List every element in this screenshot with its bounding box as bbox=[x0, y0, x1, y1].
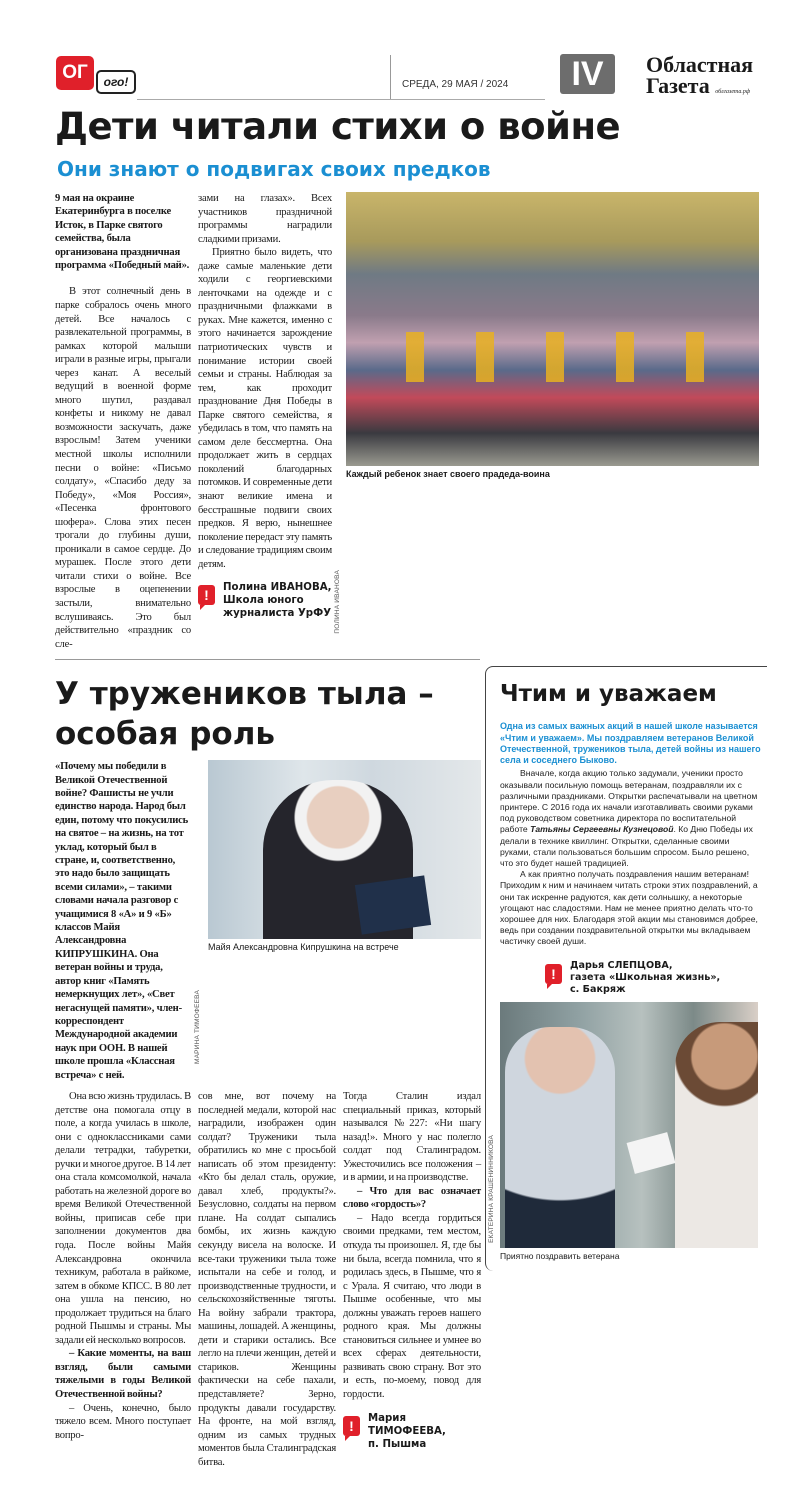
article2-col2 bbox=[198, 1090, 336, 1469]
article3-paragraph: А как приятно получать поздравления нашим ветеранам! Приходим к ним и начинаем читать строки этих поздравлений, а они так искренне радуются, как дети солнышку, а некоторые угощают нас сладостями. Нам не менее приятно делать что-то хорошее для них. Благодаря этой акции мы становимся добрее, ведь при создании поздравительной открытки мы вкладываем частичку своей души. bbox=[500, 869, 758, 947]
article3-photo-row bbox=[488, 1002, 767, 1261]
article1-headline: Дети читали стихи о войне bbox=[55, 105, 621, 148]
book bbox=[355, 876, 431, 935]
logo-og: ОГ bbox=[56, 56, 94, 90]
byline-text bbox=[223, 581, 332, 620]
byline-org: газета «Школьная жизнь», bbox=[570, 971, 721, 983]
article2-photo-block bbox=[208, 760, 481, 952]
article2-question: – Какие моменты, на ваш взгляд, были самыми тяжелыми в годы Великой Отечественной войны? bbox=[55, 1348, 191, 1400]
article2-col1 bbox=[55, 1090, 191, 1442]
byline-org: п. Пышма bbox=[368, 1438, 427, 1450]
article3-byline bbox=[545, 960, 767, 996]
byline-org: Школа юного журналиста УрФУ bbox=[223, 595, 332, 620]
article2-top-row bbox=[55, 760, 481, 1082]
byline-name: Дарья СЛЕПЦОВА, bbox=[570, 959, 673, 971]
highlighted-name: Татьяны Сергеевны Кузнецовой bbox=[530, 824, 674, 835]
photo-credit: ПОЛИНА ИВАНОВА bbox=[334, 569, 341, 634]
photo-caption: Каждый ребенок знает своего прадеда-воина bbox=[346, 469, 550, 479]
lower-section bbox=[55, 666, 760, 1469]
veteran-figure bbox=[505, 1027, 615, 1248]
article3-photo-block bbox=[500, 1002, 758, 1261]
byline-text bbox=[570, 960, 720, 996]
article2-lead: «Почему мы победили в Великой Отечественной войне? Фашисты не учли единство народа. Народ был един, потому что покусились на святое – на жизнь, на тот уклад, который был в стране, и, соответственно, это надо было защищать всеми силами», – такими словами начала разговор с учащимися 8 «А» и 9 «Б» классов Майя Александровна КИПРУШКИНА. Она ветеран войны и труда, автор книг «Память немеркнущих лет», «Свет негаснущей памяти», член-корреспондент Международной академии наук при ООН. В нашей школе прошла «Классная встреча» с ней. bbox=[55, 761, 189, 1081]
greeting-card bbox=[627, 1132, 676, 1174]
article2-paragraph: – Очень, конечно, было тяжело всем. Много поступает вопро- bbox=[55, 1402, 191, 1441]
photo-caption: Майя Александровна Кипрушкина на встрече bbox=[208, 942, 399, 953]
article1-lead: 9 мая на окраине Екатеринбурга в поселке Исток, в Парке святого семейства, была организована праздничная программа «Победный май». bbox=[55, 193, 190, 272]
byline-text bbox=[368, 1412, 481, 1451]
article3-box bbox=[485, 666, 767, 1270]
veteran-photo bbox=[208, 760, 481, 939]
article1-paragraph: В этот солнечный день в парке собралось очень много детей. Все началось с развлекательной программы, в рамках которой малыши играли в разные игры, прыгали через канат. А веселый ведущий в военной форме много шутил, раздавал конфеты и никому не давал возможности заскучать, даже взрослым! Затем ученики местной школы исполнили песни о войне: «Письмо солдату», «Спасибо деду за Победу», «Моя Россия», «Песенка фронтового шофера». Слова этих песен трогали до глубины души, проникали в самое сердце. До мурашек. После этого дети читали стихи о войне. Все взрослые в оцепенении застыли, внимательно вслушиваясь. Это был действительно «праздник со сле- bbox=[55, 286, 191, 650]
article1-col1-body bbox=[55, 285, 191, 651]
article3-lead: Одна из самых важных акций в нашей школе называется «Чтим и уважаем». Мы поздравляем ветеранов Великой Отечественной, тружеников тыла, детей войны из нашего села и соседнего Быково. bbox=[500, 721, 761, 766]
byline-name: Мария ТИМОФЕЕВА, bbox=[368, 1412, 446, 1437]
article1-byline bbox=[198, 581, 332, 620]
article3-body bbox=[500, 768, 762, 947]
header-divider bbox=[390, 55, 391, 99]
article1-row bbox=[55, 192, 760, 651]
exclamation-icon: ! bbox=[198, 585, 215, 605]
article2-col3-body bbox=[343, 1090, 481, 1402]
photo-caption: Приятно поздравить ветерана bbox=[500, 1250, 620, 1261]
article2-paragraph: сов мне, вот почему на последней медали, которой нас наградили, изображен один солдат? Труженики тыла обратились ко мне с просьбой написать об этом президенту: «Кто бы делал сталь, оружие, давал хлеб, продукты?». Безусловно, солдаты на первом плане. На солдат сыпались бомбы, их жизнь каждую секунду висела на волоске. И все-таки труженики тыла тоже испытали на себе и голод, и производственные трудности, и сельскохозяйственные тяготы. На войну забрали трактора, машины, лошадей. А женщины, дети и старики остались. Все легло на плечи женщин, детей и стариков. Женщины фактически на себе пахали, представляете? Зерно, продукты давали государству. На фронте, на мой взгляд, одним из самых трудных моментов была Сталинградская битва. bbox=[198, 1090, 336, 1468]
article2-paragraph: Она всю жизнь трудилась. В детстве она помогала отцу в поле, а когда училась в школе, они с одноклассниками сами делали тетрадки, табуретки, ручки и многое другое. В 14 лет она стала комсомолкой, начала работать на железной дороге во время Великой Отечественной войны, приписав себе при заполнении документов два года. После войны Майя Александровна окончила техникум, работала в райкоме, затем в обкоме КПСС. В 80 лет она ушла на пенсию, но продолжает трудиться на благо родной Пышмы и страны. Мы задали ей несколько вопросов. bbox=[55, 1090, 191, 1346]
article1-photo-block bbox=[346, 192, 759, 479]
photo-flags bbox=[376, 332, 736, 382]
header-rule bbox=[137, 99, 545, 100]
section-divider bbox=[55, 659, 480, 660]
photo-credit: ЕКАТЕРИНА КРАШЕНИННИКОВА bbox=[488, 1134, 495, 1243]
article1-col2-body bbox=[198, 192, 332, 571]
paper-site: облгазета.рф bbox=[715, 89, 751, 95]
article2-headline: У тружеников тыла – особая роль bbox=[55, 676, 434, 753]
article1-paragraph: зами на глазах». Всех участников праздничной программы наградили сладкими призами. bbox=[198, 193, 332, 245]
article1-subheadline: Они знают о подвигах своих предков bbox=[57, 157, 491, 181]
article3-headline: Чтим и уважаем bbox=[500, 681, 717, 708]
girl-figure bbox=[675, 1022, 758, 1248]
paper-name-line1: Областная bbox=[646, 52, 754, 77]
photo-credit: МАРИНА ТИМОФЕЕВА bbox=[194, 989, 201, 1064]
text: Вначале, когда акцию только задумали, ученики просто оказывали посильную помощь ветеранам, поздравляли их с различными праздниками. Открытки распечатывали на цветном принтере. С 2016 года их начали изготавливать своими руками под руководством советника директора по воспитательной работе bbox=[500, 768, 758, 835]
byline-place: с. Бакряж bbox=[570, 983, 626, 995]
article2-question: – Что для вас означает слово «гордость»? bbox=[343, 1185, 481, 1211]
article2-paragraph: – Надо всегда гордиться своими предками, тем местом, откуда ты произошел. Я, где бы ни была, всегда помнила, что я родилась здесь, в Пышме, что я с Урала. Я считаю, что люди в Пышме особенные, что мы должны уважать героев нашего родного края. Мы должны становиться сильнее и умнее во всех сферах деятельности, развивать свою страну. Вот это и есть, по-моему, повод для гордости. bbox=[343, 1212, 481, 1400]
exclamation-icon: ! bbox=[545, 964, 562, 984]
article2-columns bbox=[55, 1090, 481, 1469]
paper-name bbox=[646, 54, 753, 103]
article2-col3 bbox=[343, 1090, 481, 1451]
article1-col2 bbox=[198, 192, 332, 620]
article2-byline bbox=[343, 1412, 481, 1451]
paper-name-line2-row bbox=[646, 75, 753, 103]
article2-paragraph: Тогда Сталин издал специальный приказ, который назывался №227: «Ни шагу назад!». Много у нас полегло солдат под Сталинградом. Ужесточились все положения – и в армии, и на производстве. bbox=[343, 1090, 481, 1184]
paper-name-line2: Газета bbox=[646, 73, 710, 98]
issue-date: СРЕДА, 29 МАЯ / 2024 bbox=[402, 79, 509, 90]
article1-col1 bbox=[55, 192, 191, 651]
article3-paragraph bbox=[500, 768, 762, 869]
exclamation-icon: ! bbox=[343, 1416, 360, 1436]
byline-name: Полина ИВАНОВА, bbox=[223, 582, 332, 594]
article2 bbox=[55, 666, 481, 1469]
article1-paragraph: Приятно было видеть, что даже самые маленькие дети ходили с георгиевскими ленточками на одежде и с праздничными флажками в руках. Мне кажется, именно с этого начинается зарождение патриотических чувств и понимание истории своей семьи и страны. Наблюдая за тем, как проходит празднование Дня Победы в Парке святого семейства, я убедилась в том, что память на самом деле бессмертна. Она продолжает жить в сердцах поколений благодарных потомков. И современные дети знают великие имена и бесстрашные подвиги своих предков. Я верю, нынешнее поколение передаст эту память и следование традициям своим детям. bbox=[198, 247, 332, 570]
children-photo bbox=[346, 192, 759, 466]
logo-ogo: ого! bbox=[96, 70, 136, 94]
page-number: IV bbox=[560, 54, 615, 94]
text: . Ко Дню Победы их делали в технике квиллинг. Открытки, сделанные своими руками, стали пользоваться большим спросом. Было решено, что это будет нашей традицией. bbox=[500, 824, 753, 869]
